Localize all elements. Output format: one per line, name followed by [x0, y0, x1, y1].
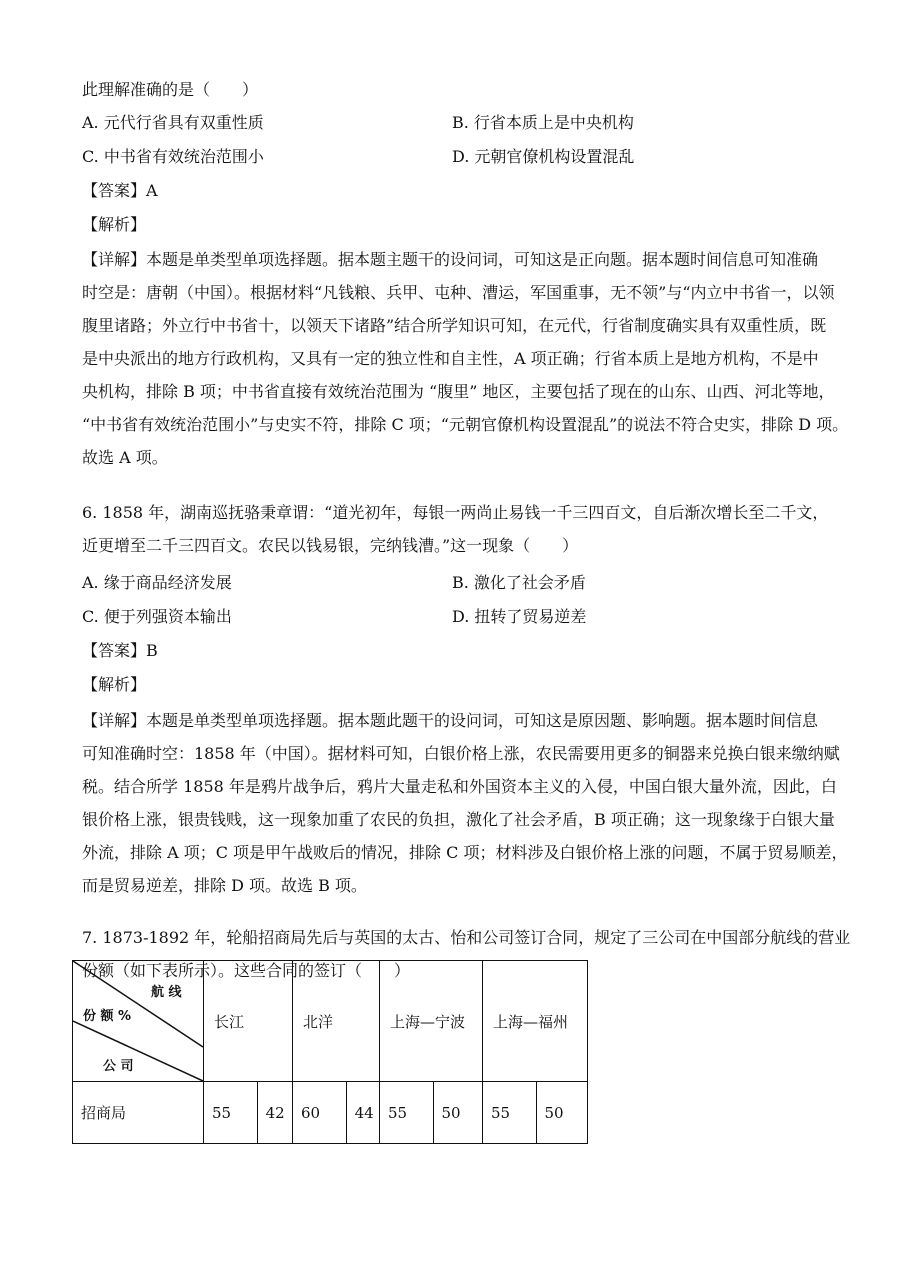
- table-cell: 55: [204, 1082, 258, 1144]
- q5-option-a: A. 元代行省具有双重性质: [82, 113, 264, 132]
- route-header-shanghai-fuzhou: 上海—福州: [483, 961, 588, 1082]
- q5-option-d: D. 元朝官僚机构设置混乱: [452, 147, 635, 166]
- q6-option-d: D. 扭转了贸易逆差: [452, 607, 587, 626]
- q5-option-c: C. 中书省有效统治范围小: [82, 147, 264, 166]
- table-cell: 50: [433, 1082, 482, 1144]
- q6-answer: 【答案】B: [82, 641, 158, 660]
- q5-detail-line: 央机构，排除 B 项；中书省直接有效统治范围为 “腹里” 地区，主要包括了现在的山东、山西、河北等地，: [82, 382, 835, 401]
- q6-detail-line: 外流，排除 A 项；C 项是甲午战败后的情况，排除 C 项；材料涉及白银价格上涨的问题，不属于贸易顺差，: [82, 843, 848, 862]
- q6-analysis-label: 【解析】: [82, 675, 147, 694]
- table-cell: 55: [483, 1082, 537, 1144]
- q5-stem-tail: 此理解准确的是（ ）: [82, 80, 259, 99]
- corner-label-route: 航 线: [151, 985, 182, 1000]
- route-header-beiyang: 北洋: [293, 961, 380, 1082]
- q5-detail-line: “中书省有效统治范围小”与史实不符，排除 C 项；“元朝官僚机构设置混乱”的说法不符合史实，排除 D 项。: [82, 415, 849, 434]
- q6-option-b: B. 激化了社会矛盾: [452, 573, 586, 592]
- q5-detail-line: 腹里诸路；外立行中书省十，以领天下诸路”结合所学知识可知，在元代，行省制度确实具有双重性质，既: [82, 316, 827, 335]
- q5-detail-line: 时空是：唐朝（中国）。根据材料“凡钱粮、兵甲、屯种、漕运，军国重事，无不领”与“内立中书省一，以领: [82, 283, 835, 302]
- company-name-cell: 招商局: [73, 1082, 204, 1144]
- corner-label-share: 份 额 %: [83, 1009, 132, 1024]
- route-header-shanghai-ningbo: 上海—宁波: [380, 961, 483, 1082]
- q5-option-b: B. 行省本质上是中央机构: [452, 113, 634, 132]
- q5-analysis-label: 【解析】: [82, 215, 147, 234]
- table-cell: 44: [346, 1082, 379, 1144]
- table-row: [73, 1082, 588, 1144]
- q6-detail: [82, 704, 848, 902]
- q6-stem: [82, 496, 829, 562]
- table-cell: 60: [293, 1082, 347, 1144]
- q5-detail: [82, 243, 849, 474]
- q7-stem-line: 7. 1873-1892 年，轮船招商局先后与英国的太古、怡和公司签订合同，规定了三公司在中国部分航线的营业: [82, 928, 851, 947]
- q5-detail-line: 故选 A 项。: [82, 448, 168, 467]
- table-cell: 42: [257, 1082, 292, 1144]
- q6-stem-line: 6. 1858 年，湖南巡抚骆秉章谓：“道光初年，每银一两尚止易钱一千三四百文，自后渐次增长至二千文，: [82, 503, 829, 522]
- table-corner-cell: [73, 961, 204, 1082]
- table-cell: 50: [536, 1082, 588, 1144]
- q6-option-c: C. 便于列强资本输出: [82, 607, 232, 626]
- table-cell: 55: [380, 1082, 434, 1144]
- q6-option-a: A. 缘于商品经济发展: [82, 573, 232, 592]
- q6-detail-line: 【详解】本题是单类型单项选择题。据本题此题干的设问词，可知这是原因题、影响题。据本题时间信息: [82, 711, 819, 730]
- q6-stem-line: 近更增至二千三四百文。农民以钱易银，完纳钱漕。”这一现象（ ）: [82, 536, 579, 555]
- corner-label-company: 公 司: [103, 1059, 134, 1074]
- q6-detail-line: 可知准确时空：1858 年（中国）。据材料可知，白银价格上涨，农民需要用更多的铜器来兑换白银来缴纳赋: [82, 744, 840, 763]
- q7-stem-line: 份额（如下表所示）。这些合同的签订（ ）: [82, 961, 411, 980]
- q5-detail-line: 【详解】本题是单类型单项选择题。据本题主题干的设问词，可知这是正向题。据本题时间信息可知准确: [82, 250, 819, 269]
- q6-detail-line: 税。结合所学 1858 年是鸦片战争后，鸦片大量走私和外国资本主义的入侵，中国白银大量外流，因此，白: [82, 777, 837, 796]
- shipping-share-table: [72, 960, 588, 1144]
- route-header-changjiang: 长江: [204, 961, 293, 1082]
- q6-detail-line: 银价格上涨，银贵钱贱，这一现象加重了农民的负担，激化了社会矛盾，B 项正确；这一现象缘于白银大量: [82, 810, 835, 829]
- q5-answer: 【答案】A: [82, 181, 158, 200]
- q5-detail-line: 是中央派出的地方行政机构，又具有一定的独立性和自主性，A 项正确；行省本质上是地方机构，不是中: [82, 349, 819, 368]
- q6-detail-line: 而是贸易逆差，排除 D 项。故选 B 项。: [82, 876, 367, 895]
